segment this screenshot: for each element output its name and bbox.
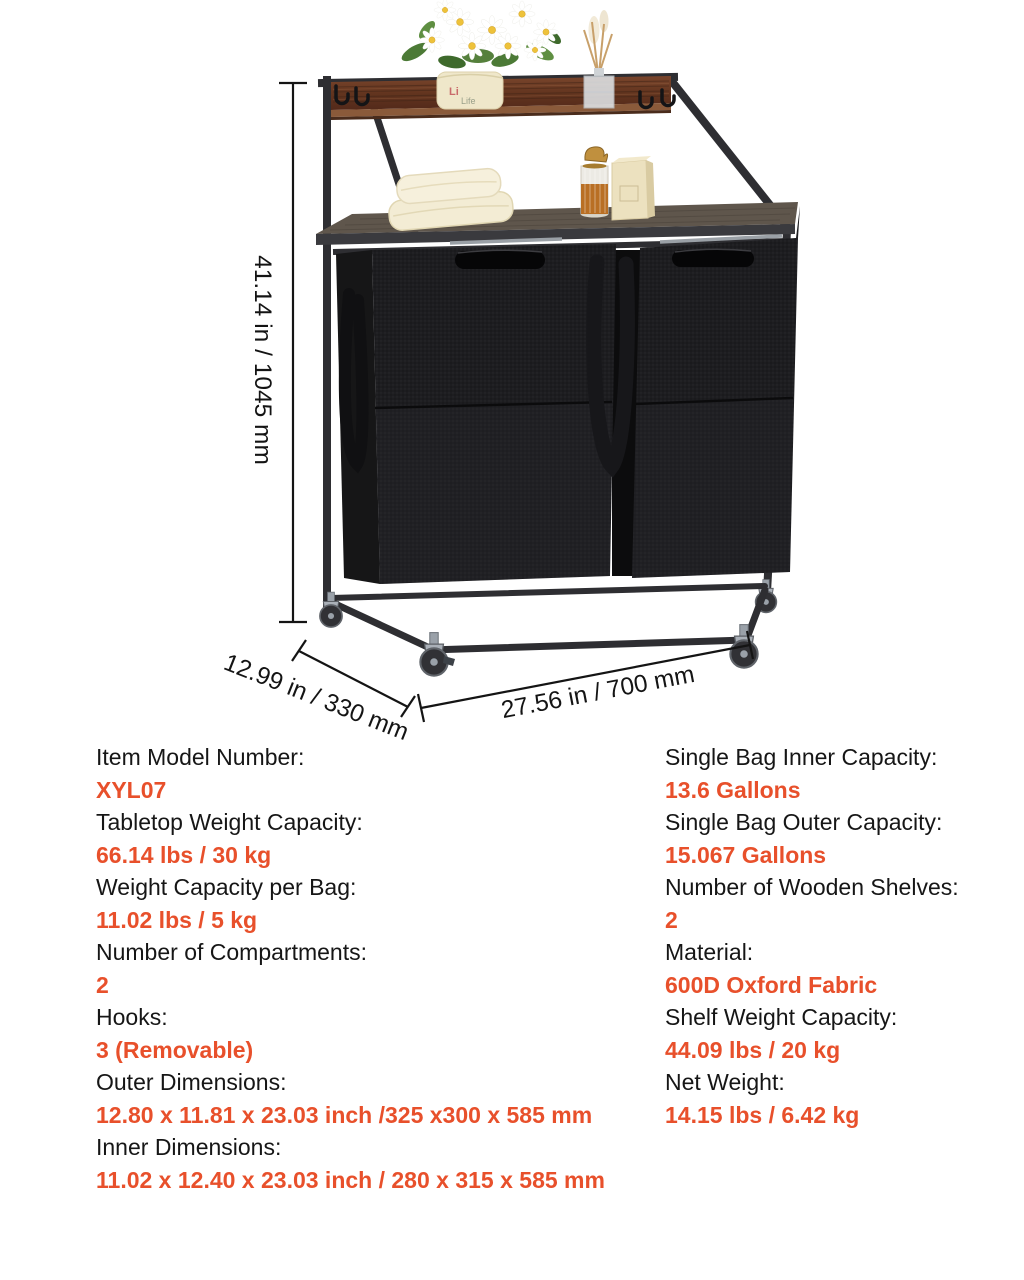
spec-value: XYL07 <box>96 776 167 803</box>
laundry-bags <box>336 206 800 584</box>
gift-box <box>612 156 655 220</box>
height-dimension-label: 41.14 in / 1045 mm <box>249 255 276 465</box>
spec-label: Hooks: <box>96 1004 168 1030</box>
spec-value: 11.02 x 12.40 x 23.03 inch / 280 x 315 x 585 mm <box>96 1166 605 1193</box>
bag-handle-cutout <box>455 251 545 269</box>
bag-handle-cutout <box>672 250 754 267</box>
spec-value: 13.6 Gallons <box>665 776 801 803</box>
perfume-bottle <box>581 147 609 218</box>
spec-label: Shelf Weight Capacity: <box>665 1004 898 1030</box>
spec-label: Number of Wooden Shelves: <box>665 874 959 900</box>
spec-label: Item Model Number: <box>96 744 305 770</box>
spec-value: 15.067 Gallons <box>665 841 827 868</box>
bath-towel <box>386 167 514 232</box>
spec-label: Net Weight: <box>665 1069 785 1095</box>
spec-value: 14.15 lbs / 6.42 kg <box>665 1101 860 1128</box>
spec-label: Number of Compartments: <box>96 939 367 965</box>
spec-column-left <box>96 741 605 1196</box>
spec-value: 66.14 lbs / 30 kg <box>96 841 272 868</box>
spec-value: 2 <box>96 971 109 998</box>
pot-text: Life <box>461 96 476 106</box>
spec-value: 3 (Removable) <box>96 1036 254 1063</box>
spec-value: 12.80 x 11.81 x 23.03 inch /325 x300 x 585 mm <box>96 1101 593 1128</box>
spec-label: Inner Dimensions: <box>96 1134 282 1160</box>
spec-value: 44.09 lbs / 20 kg <box>665 1036 841 1063</box>
spec-label: Single Bag Outer Capacity: <box>665 809 943 835</box>
spec-value: 600D Oxford Fabric <box>665 971 878 998</box>
spec-value: 2 <box>665 906 678 933</box>
height-dimension-line <box>279 83 307 622</box>
pot-text: Li <box>449 86 459 98</box>
spec-value: 11.02 lbs / 5 kg <box>96 906 258 933</box>
spec-label: Tabletop Weight Capacity: <box>96 809 363 835</box>
spec-label: Outer Dimensions: <box>96 1069 287 1095</box>
caster-wheel <box>420 633 455 676</box>
reed-diffuser <box>584 10 614 108</box>
depth-dimension-label: 12.99 in / 330 mm <box>219 649 413 747</box>
spec-label: Weight Capacity per Bag: <box>96 874 357 900</box>
width-dimension-label: 27.56 in / 700 mm <box>499 660 697 725</box>
spec-label: Material: <box>665 939 754 965</box>
laundry-bag-right <box>632 206 800 578</box>
laundry-bag-left <box>372 239 616 584</box>
spec-label: Single Bag Inner Capacity: <box>665 744 938 770</box>
spec-column-right <box>665 741 959 1131</box>
